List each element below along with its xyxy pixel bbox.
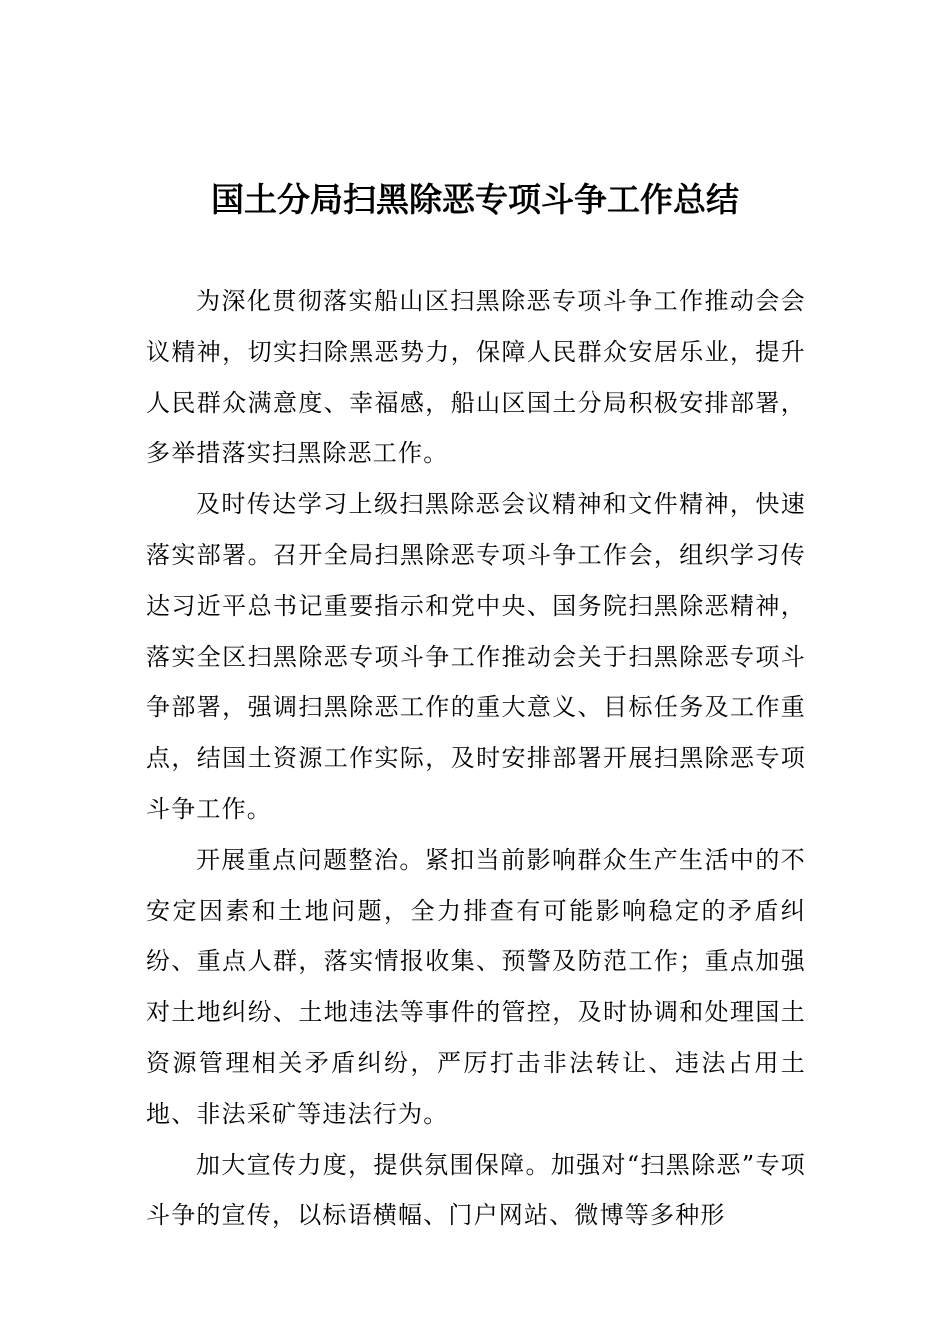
paragraph-4: 加大宣传力度，提供氛围保障。加强对“扫黑除恶”专项斗争的宣传，以标语横幅、门户网站、微博等多种形 [146,1150,806,1230]
paragraph-2: 及时传达学习上级扫黑除恶会议精神和文件精神，快速落实部署。召开全局扫黑除恶专项斗争工作会，组织学习传达习近平总书记重要指示和党中央、国务院扫黑除恶精神，落实全区扫黑除恶专项斗争工作推动会关于扫黑除恶专项斗争部署，强调扫黑除恶工作的重大意义、目标任务及工作重点，结国土资源工作实际，及时安排部署开展扫黑除恶专项斗争工作。 [146,490,806,823]
document-body [146,276,806,1241]
paragraph-1: 为深化贯彻落实船山区扫黑除恶专项斗争工作推动会会议精神，切实扫除黑恶势力，保障人民群众安居乐业，提升人民群众满意度、幸福感，船山区国土分局积极安排部署，多举措落实扫黑除恶工作。 [146,287,806,468]
document-title: 国土分局扫黑除恶专项斗争工作总结 [211,180,739,219]
paragraph-3: 开展重点问题整治。紧扣当前影响群众生产生活中的不安定因素和土地问题，全力排查有可能影响稳定的矛盾纠纷、重点人群，落实情报收集、预警及防范工作；重点加强对土地纠纷、土地违法等事件的管控，及时协调和处理国土资源管理相关矛盾纠纷，严厉打击非法转让、违法占用土地、非法采矿等违法行为。 [146,845,806,1128]
